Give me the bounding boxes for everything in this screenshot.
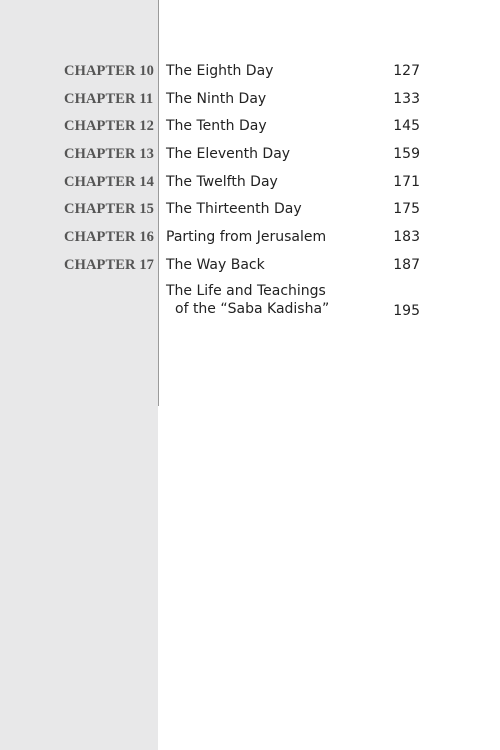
page-number: 183 xyxy=(393,229,420,246)
chapter-title: The Tenth Day xyxy=(166,118,267,135)
page-number: 127 xyxy=(393,63,420,79)
toc-entry[interactable] xyxy=(0,115,500,143)
toc-entry-appendix[interactable] xyxy=(0,282,500,326)
page-number: 133 xyxy=(393,90,420,107)
chapter-title: The Thirteenth Day xyxy=(166,201,302,218)
chapter-label: CHAPTER 11 xyxy=(64,90,154,107)
toc-entry[interactable] xyxy=(0,143,500,171)
chapter-title: Parting from Jerusalem xyxy=(166,229,327,246)
page-number: 195 xyxy=(393,302,420,319)
toc-entry[interactable] xyxy=(0,88,500,116)
chapter-title: The Way Back xyxy=(166,256,265,273)
chapter-label: CHAPTER 14 xyxy=(64,173,155,190)
toc-entry[interactable] xyxy=(0,60,500,88)
chapter-label: CHAPTER 10 xyxy=(64,63,155,79)
chapter-label: CHAPTER 17 xyxy=(64,256,155,273)
appendix-title-line2: of the “Saba Kadisha” xyxy=(175,300,330,317)
toc-entry[interactable] xyxy=(0,254,500,282)
table-of-contents xyxy=(0,60,500,326)
chapter-title: The Ninth Day xyxy=(166,90,267,107)
toc-entry[interactable] xyxy=(0,226,500,254)
chapter-label: CHAPTER 12 xyxy=(64,118,155,135)
chapter-label: CHAPTER 15 xyxy=(64,201,155,218)
appendix-title-line1: The Life and Teachings xyxy=(166,282,326,299)
page-number: 175 xyxy=(393,201,420,218)
page-number: 187 xyxy=(393,256,420,273)
page-number: 171 xyxy=(393,173,420,190)
page-number: 145 xyxy=(393,118,420,135)
chapter-label: CHAPTER 16 xyxy=(64,229,155,246)
chapter-title: The Twelfth Day xyxy=(166,173,278,190)
chapter-title: The Eighth Day xyxy=(166,63,274,79)
toc-entry[interactable] xyxy=(0,198,500,226)
appendix-title xyxy=(166,282,329,318)
chapter-label: CHAPTER 13 xyxy=(64,146,155,163)
chapter-title: The Eleventh Day xyxy=(166,146,291,163)
toc-entry[interactable] xyxy=(0,171,500,199)
page-number: 159 xyxy=(393,146,420,163)
